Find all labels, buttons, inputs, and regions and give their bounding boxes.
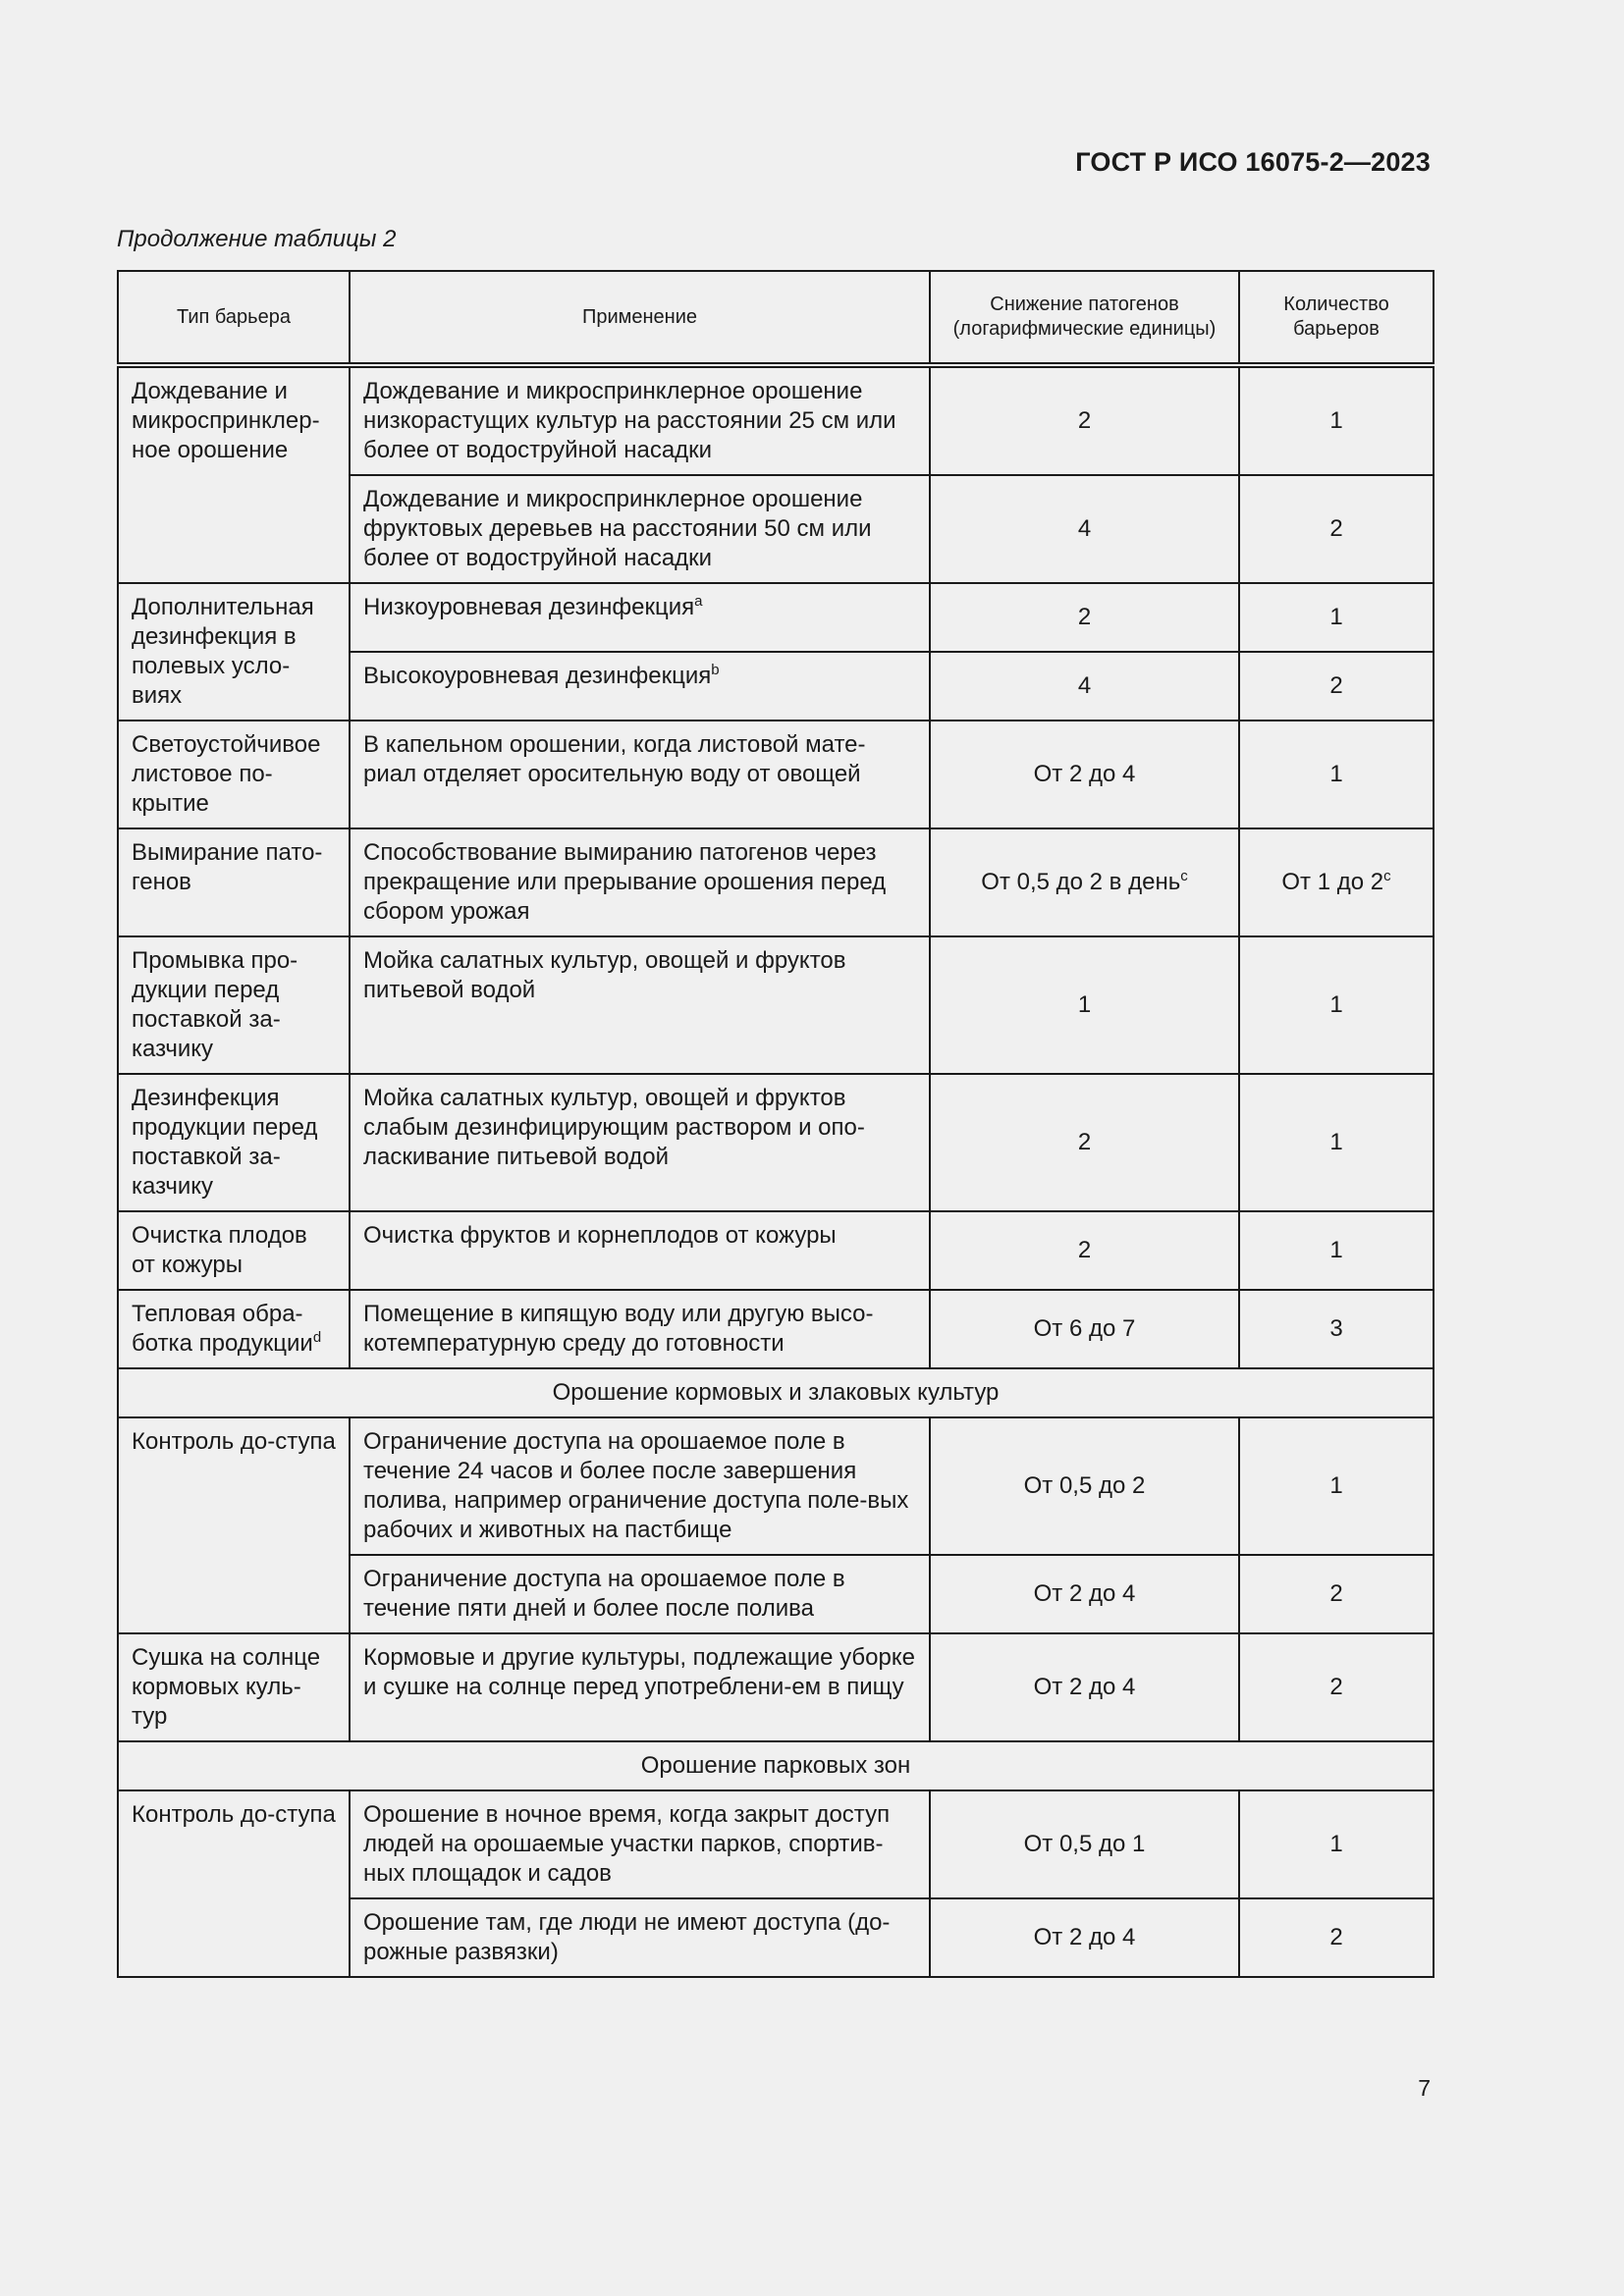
reduction-cell: 2 xyxy=(930,583,1239,652)
count-cell: 1 xyxy=(1239,583,1434,652)
table-row xyxy=(118,1633,1434,1741)
footnote-mark: c xyxy=(1180,868,1188,884)
application-cell xyxy=(350,583,930,652)
count-cell: 1 xyxy=(1239,1211,1434,1290)
application-cell: Орошение в ночное время, когда закрыт доступ людей на орошаемые участки парков, спортив-ных площадок и садов xyxy=(350,1790,930,1898)
application-cell: Кормовые и другие культуры, подлежащие уборке и сушке на солнце перед употреблени-ем в пищу xyxy=(350,1633,930,1741)
application-cell: Дождевание и микроспринклерное орошение низкорастущих культур на расстоянии 25 см или более от водоструйной насадки xyxy=(350,365,930,475)
reduction-cell: 2 xyxy=(930,1074,1239,1211)
count-cell: 2 xyxy=(1239,475,1434,583)
footnote-mark: d xyxy=(312,1329,322,1346)
section-title: Орошение кормовых и злаковых культур xyxy=(118,1368,1434,1417)
table-row xyxy=(118,583,1434,652)
col-header-barrier-type: Тип барьера xyxy=(118,271,350,365)
barrier-type-text: Тепловая обра-ботка продукции xyxy=(132,1301,313,1357)
reduction-cell: 2 xyxy=(930,1211,1239,1290)
table-row xyxy=(118,1074,1434,1211)
application-text: Низкоуровневая дезинфекция xyxy=(363,594,695,620)
count-cell: 1 xyxy=(1239,1790,1434,1898)
barrier-type-cell xyxy=(118,1290,350,1368)
section-row xyxy=(118,1741,1434,1790)
table-header-row xyxy=(118,271,1434,365)
col-header-pathogen-reduction: Снижение патогенов (логарифмические единицы) xyxy=(930,271,1239,365)
count-cell: 2 xyxy=(1239,1633,1434,1741)
col-header-barrier-count: Количество барьеров xyxy=(1239,271,1434,365)
footnote-mark: c xyxy=(1383,868,1391,884)
application-cell xyxy=(350,652,930,721)
table-row xyxy=(118,721,1434,828)
application-cell: Мойка салатных культур, овощей и фруктов питьевой водой xyxy=(350,936,930,1074)
application-cell: Очистка фруктов и корнеплодов от кожуры xyxy=(350,1211,930,1290)
count-text: От 1 до 2 xyxy=(1281,869,1384,895)
table-row xyxy=(118,1290,1434,1368)
footnote-mark: a xyxy=(694,593,703,610)
application-cell: Способствование вымиранию патогенов через прекращение или прерывание орошения перед сбором урожая xyxy=(350,828,930,936)
application-cell: В капельном орошении, когда листовой мате-риал отделяет оросительную воду от овощей xyxy=(350,721,930,828)
barrier-type-cell: Светоустойчивое листовое по-крытие xyxy=(118,721,350,828)
barrier-type-cell: Контроль до-ступа xyxy=(118,1790,350,1977)
application-cell: Помещение в кипящую воду или другую высо-котемпературную среду до готовности xyxy=(350,1290,930,1368)
reduction-text: От 0,5 до 2 в день xyxy=(981,869,1181,895)
reduction-cell: 2 xyxy=(930,365,1239,475)
table-row xyxy=(118,1790,1434,1898)
barrier-type-cell: Промывка про-дукции перед поставкой за-казчику xyxy=(118,936,350,1074)
section-row xyxy=(118,1368,1434,1417)
application-cell: Ограничение доступа на орошаемое поле в течение 24 часов и более после завершения полива, например ограничение доступа поле-вых рабочих и животных на пастбище xyxy=(350,1417,930,1555)
section-title: Орошение парковых зон xyxy=(118,1741,1434,1790)
reduction-cell: 1 xyxy=(930,936,1239,1074)
col-header-application: Применение xyxy=(350,271,930,365)
barrier-type-cell: Дождевание и микроспринклер-ное орошение xyxy=(118,365,350,583)
document-code: ГОСТ Р ИСО 16075-2—2023 xyxy=(1075,147,1431,177)
table-row xyxy=(118,365,1434,475)
count-cell: 1 xyxy=(1239,721,1434,828)
reduction-cell: От 0,5 до 2 xyxy=(930,1417,1239,1555)
barrier-type-cell: Контроль до-ступа xyxy=(118,1417,350,1633)
count-cell xyxy=(1239,828,1434,936)
count-cell: 1 xyxy=(1239,1074,1434,1211)
reduction-cell: 4 xyxy=(930,652,1239,721)
barrier-type-cell: Дезинфекция продукции перед поставкой за-казчику xyxy=(118,1074,350,1211)
barrier-type-cell: Вымирание пато-генов xyxy=(118,828,350,936)
reduction-cell: 4 xyxy=(930,475,1239,583)
table-caption: Продолжение таблицы 2 xyxy=(117,226,397,252)
reduction-cell: От 0,5 до 1 xyxy=(930,1790,1239,1898)
count-cell: 3 xyxy=(1239,1290,1434,1368)
page-number: 7 xyxy=(1418,2075,1431,2101)
reduction-cell xyxy=(930,828,1239,936)
table-row xyxy=(118,1417,1434,1555)
application-text: Высокоуровневая дезинфекция xyxy=(363,663,712,689)
count-cell: 2 xyxy=(1239,652,1434,721)
application-cell: Мойка салатных культур, овощей и фруктов слабым дезинфицирующим раствором и опо-ласкивание питьевой водой xyxy=(350,1074,930,1211)
count-cell: 1 xyxy=(1239,1417,1434,1555)
barrier-table xyxy=(117,270,1435,1978)
count-cell: 1 xyxy=(1239,936,1434,1074)
application-cell: Ограничение доступа на орошаемое поле в течение пяти дней и более после полива xyxy=(350,1555,930,1633)
reduction-cell: От 2 до 4 xyxy=(930,1898,1239,1977)
count-cell: 1 xyxy=(1239,365,1434,475)
table-row xyxy=(118,828,1434,936)
table-row xyxy=(118,1211,1434,1290)
count-cell: 2 xyxy=(1239,1898,1434,1977)
barrier-type-cell: Сушка на солнце кормовых куль-тур xyxy=(118,1633,350,1741)
reduction-cell: От 2 до 4 xyxy=(930,721,1239,828)
application-cell: Орошение там, где люди не имеют доступа (до-рожные развязки) xyxy=(350,1898,930,1977)
barrier-type-cell: Дополнительная дезинфекция в полевых усло-виях xyxy=(118,583,350,721)
table-row xyxy=(118,936,1434,1074)
footnote-mark: b xyxy=(711,662,720,678)
reduction-cell: От 2 до 4 xyxy=(930,1633,1239,1741)
reduction-cell: От 6 до 7 xyxy=(930,1290,1239,1368)
barrier-type-cell: Очистка плодов от кожуры xyxy=(118,1211,350,1290)
application-cell: Дождевание и микроспринклерное орошение фруктовых деревьев на расстоянии 50 см или более от водоструйной насадки xyxy=(350,475,930,583)
reduction-cell: От 2 до 4 xyxy=(930,1555,1239,1633)
count-cell: 2 xyxy=(1239,1555,1434,1633)
